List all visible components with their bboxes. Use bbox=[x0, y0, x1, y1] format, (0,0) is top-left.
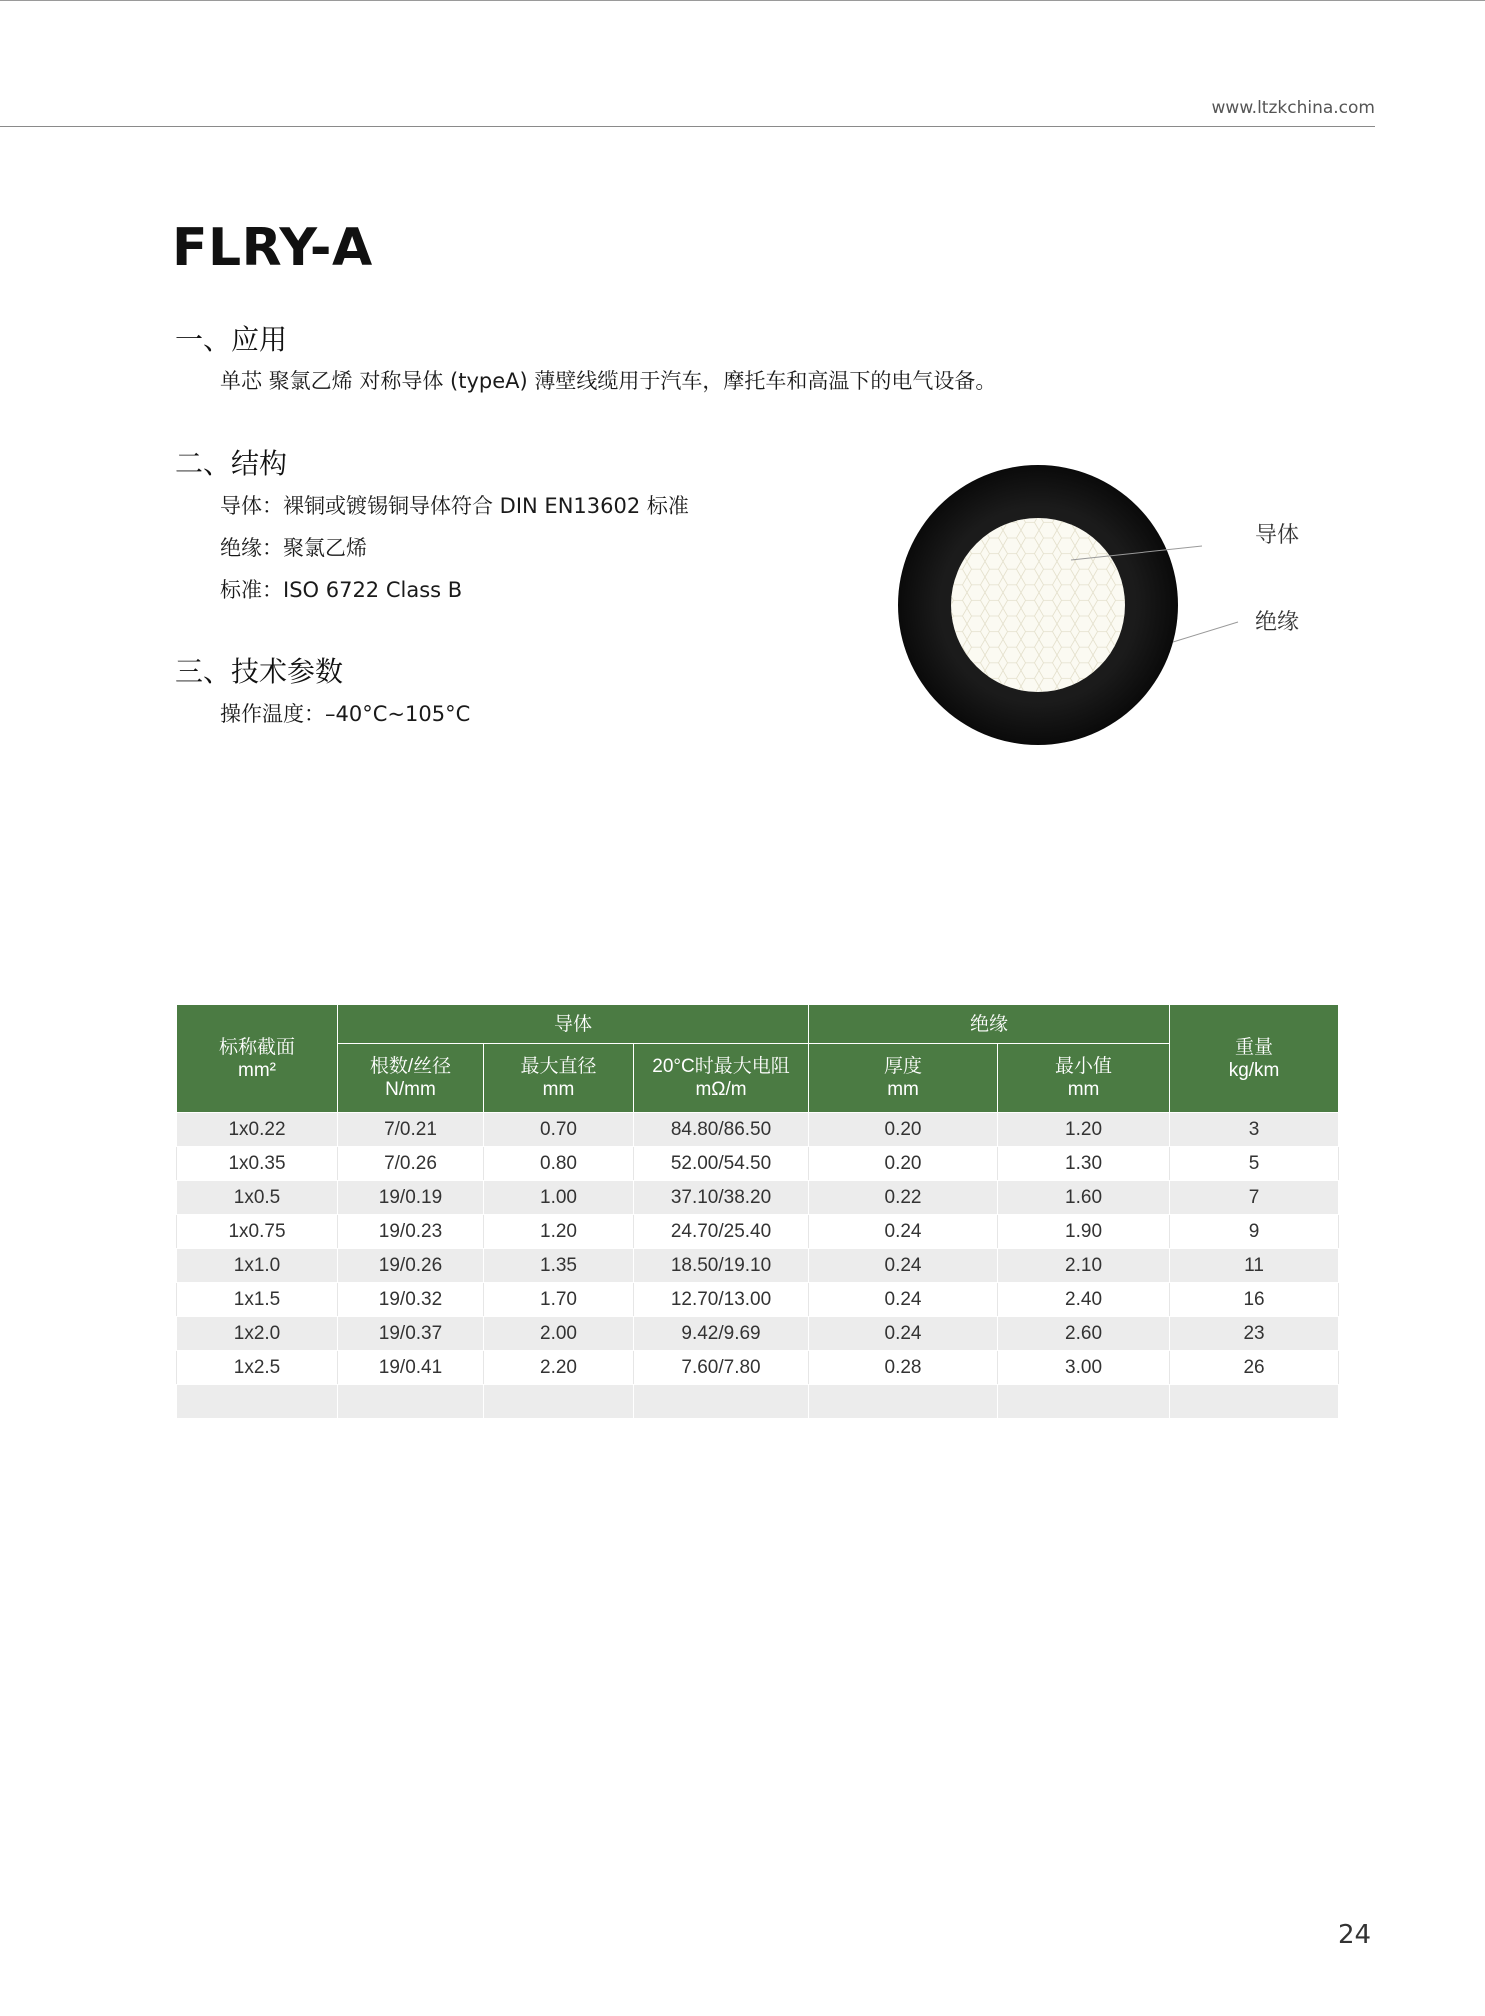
table-cell: 19/0.41 bbox=[338, 1351, 484, 1385]
header-insulation-group: 绝缘 bbox=[809, 1005, 1170, 1044]
table-cell: 0.20 bbox=[809, 1147, 998, 1181]
table-cell bbox=[177, 1385, 338, 1419]
header-min-value: 最小值 mm bbox=[998, 1044, 1170, 1113]
section-heading-structure: 二、结构 bbox=[175, 447, 288, 480]
table-row bbox=[177, 1351, 1339, 1385]
header-conductor-group: 导体 bbox=[338, 1005, 809, 1044]
section-heading-technical: 三、技术参数 bbox=[175, 655, 344, 688]
table-cell: 0.24 bbox=[809, 1317, 998, 1351]
table-cell: 0.80 bbox=[484, 1147, 634, 1181]
cable-cross-section-diagram bbox=[895, 460, 1335, 760]
product-title: FLRY-A bbox=[172, 218, 373, 278]
table-cell bbox=[809, 1385, 998, 1419]
table-cell bbox=[338, 1385, 484, 1419]
table-cell: 23 bbox=[1170, 1317, 1339, 1351]
table-row bbox=[177, 1113, 1339, 1147]
table-cell: 7/0.26 bbox=[338, 1147, 484, 1181]
table-cell: 1x2.5 bbox=[177, 1351, 338, 1385]
table-cell: 19/0.19 bbox=[338, 1181, 484, 1215]
header-thickness: 厚度 mm bbox=[809, 1044, 998, 1113]
structure-line-insulation: 绝缘：聚氯乙烯 bbox=[220, 536, 367, 560]
table-cell: 19/0.37 bbox=[338, 1317, 484, 1351]
table-cell: 24.70/25.40 bbox=[634, 1215, 809, 1249]
table-cell: 19/0.26 bbox=[338, 1249, 484, 1283]
table-cell: 2.60 bbox=[998, 1317, 1170, 1351]
spec-table bbox=[176, 1004, 1339, 1419]
table-cell: 7/0.21 bbox=[338, 1113, 484, 1147]
header-resistance: 20°C时最大电阻 mΩ/m bbox=[634, 1044, 809, 1113]
table-cell: 1x1.5 bbox=[177, 1283, 338, 1317]
table-cell bbox=[1170, 1385, 1339, 1419]
table-row bbox=[177, 1249, 1339, 1283]
table-cell: 11 bbox=[1170, 1249, 1339, 1283]
table-cell: 16 bbox=[1170, 1283, 1339, 1317]
structure-list bbox=[220, 485, 689, 611]
technical-line-temperature: 操作温度：–40°C~105°C bbox=[220, 702, 471, 726]
table-cell: 0.28 bbox=[809, 1351, 998, 1385]
table-cell: 12.70/13.00 bbox=[634, 1283, 809, 1317]
table-cell: 1.90 bbox=[998, 1215, 1170, 1249]
table-cell: 1x1.0 bbox=[177, 1249, 338, 1283]
table-row bbox=[177, 1147, 1339, 1181]
page-number: 24 bbox=[1338, 1920, 1372, 1950]
table-cell: 37.10/38.20 bbox=[634, 1181, 809, 1215]
conductor-label: 导体 bbox=[1255, 523, 1300, 548]
table-cell: 2.40 bbox=[998, 1283, 1170, 1317]
table-cell: 9.42/9.69 bbox=[634, 1317, 809, 1351]
table-row bbox=[177, 1283, 1339, 1317]
table-cell: 1.30 bbox=[998, 1147, 1170, 1181]
structure-line-conductor: 导体：裸铜或镀锡铜导体符合 DIN EN13602 标准 bbox=[220, 494, 689, 518]
table-cell: 0.24 bbox=[809, 1283, 998, 1317]
section-heading-application: 一、应用 bbox=[175, 323, 288, 356]
table-cell: 1.70 bbox=[484, 1283, 634, 1317]
table-cell: 52.00/54.50 bbox=[634, 1147, 809, 1181]
table-cell: 7 bbox=[1170, 1181, 1339, 1215]
table-cell bbox=[484, 1385, 634, 1419]
table-row bbox=[177, 1317, 1339, 1351]
table-cell: 18.50/19.10 bbox=[634, 1249, 809, 1283]
conductor-strands bbox=[951, 518, 1125, 692]
table-cell: 26 bbox=[1170, 1351, 1339, 1385]
table-cell: 1.20 bbox=[484, 1215, 634, 1249]
table-cell bbox=[998, 1385, 1170, 1419]
structure-line-standard: 标准：ISO 6722 Class B bbox=[220, 578, 463, 602]
table-cell: 0.22 bbox=[809, 1181, 998, 1215]
table-cell: 84.80/86.50 bbox=[634, 1113, 809, 1147]
table-cell: 0.20 bbox=[809, 1113, 998, 1147]
table-cell: 1.35 bbox=[484, 1249, 634, 1283]
header-rule bbox=[0, 126, 1375, 127]
application-text: 单芯 聚氯乙烯 对称导体 (typeA) 薄壁线缆用于汽车，摩托车和高温下的电气设备。 bbox=[220, 369, 997, 393]
table-row bbox=[177, 1385, 1339, 1419]
header-max-diameter: 最大直径 mm bbox=[484, 1044, 634, 1113]
top-rule bbox=[0, 0, 1485, 1]
header-weight: 重量 kg/km bbox=[1170, 1005, 1339, 1113]
table-row bbox=[177, 1215, 1339, 1249]
table-cell: 3.00 bbox=[998, 1351, 1170, 1385]
table-cell: 0.24 bbox=[809, 1215, 998, 1249]
table-cell: 1x0.22 bbox=[177, 1113, 338, 1147]
table-cell: 9 bbox=[1170, 1215, 1339, 1249]
table-cell: 2.20 bbox=[484, 1351, 634, 1385]
table-cell: 1x0.35 bbox=[177, 1147, 338, 1181]
table-cell: 0.24 bbox=[809, 1249, 998, 1283]
table-cell: 19/0.32 bbox=[338, 1283, 484, 1317]
spec-table-body bbox=[177, 1113, 1339, 1419]
table-cell: 2.10 bbox=[998, 1249, 1170, 1283]
table-cell: 1x0.75 bbox=[177, 1215, 338, 1249]
insulation-label: 绝缘 bbox=[1255, 610, 1300, 635]
table-cell: 3 bbox=[1170, 1113, 1339, 1147]
table-cell: 1x2.0 bbox=[177, 1317, 338, 1351]
table-cell: 0.70 bbox=[484, 1113, 634, 1147]
header-cross-section: 标称截面 mm² bbox=[177, 1005, 338, 1113]
table-row bbox=[177, 1181, 1339, 1215]
insulation-leader-line bbox=[1173, 622, 1238, 642]
table-cell: 1x0.5 bbox=[177, 1181, 338, 1215]
table-cell bbox=[634, 1385, 809, 1419]
table-cell: 5 bbox=[1170, 1147, 1339, 1181]
table-cell: 1.00 bbox=[484, 1181, 634, 1215]
table-cell: 19/0.23 bbox=[338, 1215, 484, 1249]
header-strands: 根数/丝径 N/mm bbox=[338, 1044, 484, 1113]
table-cell: 1.20 bbox=[998, 1113, 1170, 1147]
table-cell: 1.60 bbox=[998, 1181, 1170, 1215]
table-cell: 2.00 bbox=[484, 1317, 634, 1351]
site-url: www.ltzkchina.com bbox=[1211, 98, 1375, 118]
table-cell: 7.60/7.80 bbox=[634, 1351, 809, 1385]
